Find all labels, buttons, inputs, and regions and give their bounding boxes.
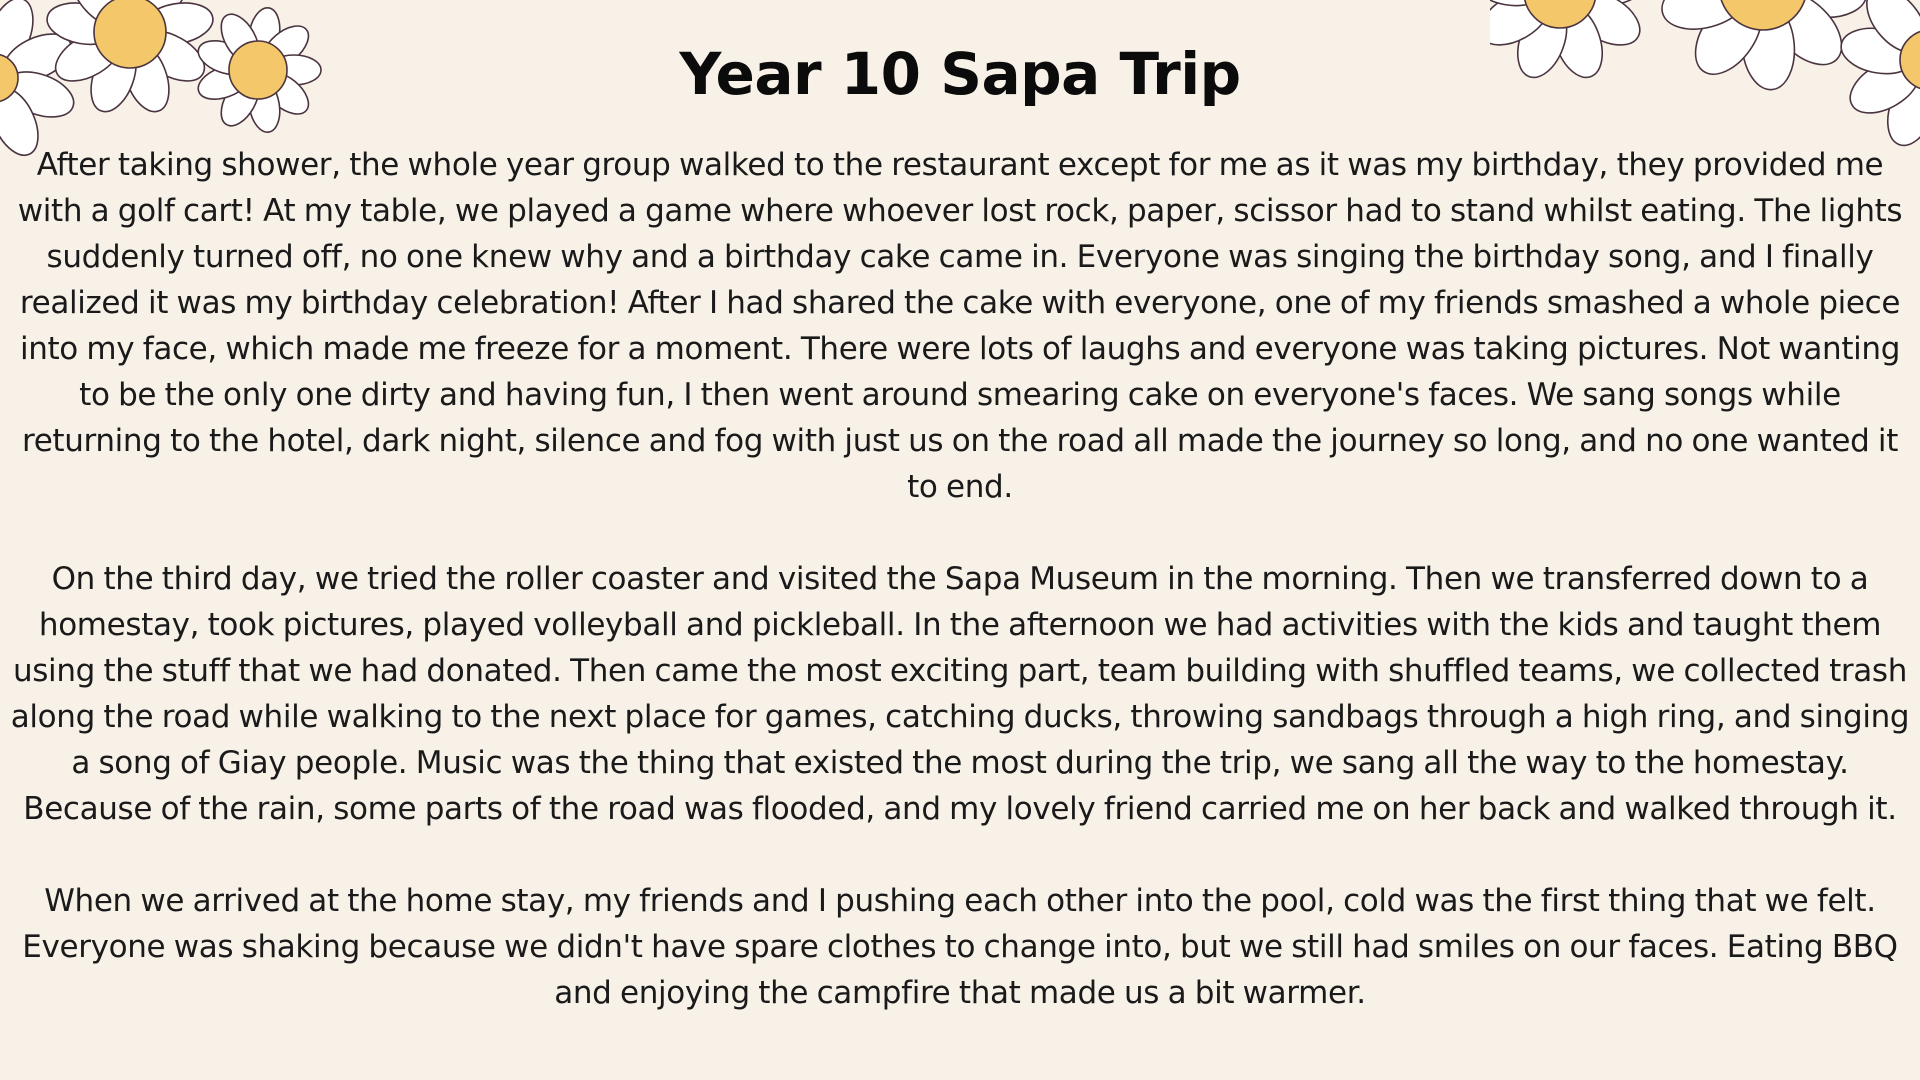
- paragraph-birthday: After taking shower, the whole year group walked to the restaurant except for me as it was my birthday, they provided me with a golf cart! At my table, we played a game where whoever lost rock, paper, scissor had to stand whilst eating. The lights suddenly turned off, no one knew why and a birthday cake came in. Everyone was singing the birthday song, and I finally realized it was my birthday celebration! After I had shared the cake with everyone, one of my friends smashed a whole piece into my face, which made me freeze for a moment. There were lots of laughs and everyone was taking pictures. Not wanting to be the only one dirty and having fun, I then went around smearing cake on everyone's faces. We sang songs while returning to the hotel, dark night, silence and fog with just us on the road all made the journey so long, and no one wanted it to end.: [17, 147, 1903, 505]
- page-title: Year 10 Sapa Trip: [679, 40, 1241, 108]
- paragraph-homestay: When we arrived at the home stay, my friends and I pushing each other into the pool, cold was the first thing that we felt. Everyone was shaking because we didn't have spare clothes to change into, but we still had smiles on our faces. Eating BBQ and enjoying the campfire that made us a bit warmer.: [22, 883, 1898, 1011]
- story-body: [8, 142, 1912, 1016]
- paragraph-third-day: On the third day, we tried the roller coaster and visited the Sapa Museum in the morning. Then we transferred down to a homestay, took pictures, played volleyball and pickleball. In the afternoon we had activities with the kids and taught them using the stuff that we had donated. Then came the most exciting part, team building with shuffled teams, we collected trash along the road while walking to the next place for games, catching ducks, throwing sandbags through a high ring, and singing a song of Giay people. Music was the thing that existed the most during the trip, we sang all the way to the homestay. Because of the rain, some parts of the road was flooded, and my lovely friend carried me on her back and walked through it.: [10, 561, 1910, 827]
